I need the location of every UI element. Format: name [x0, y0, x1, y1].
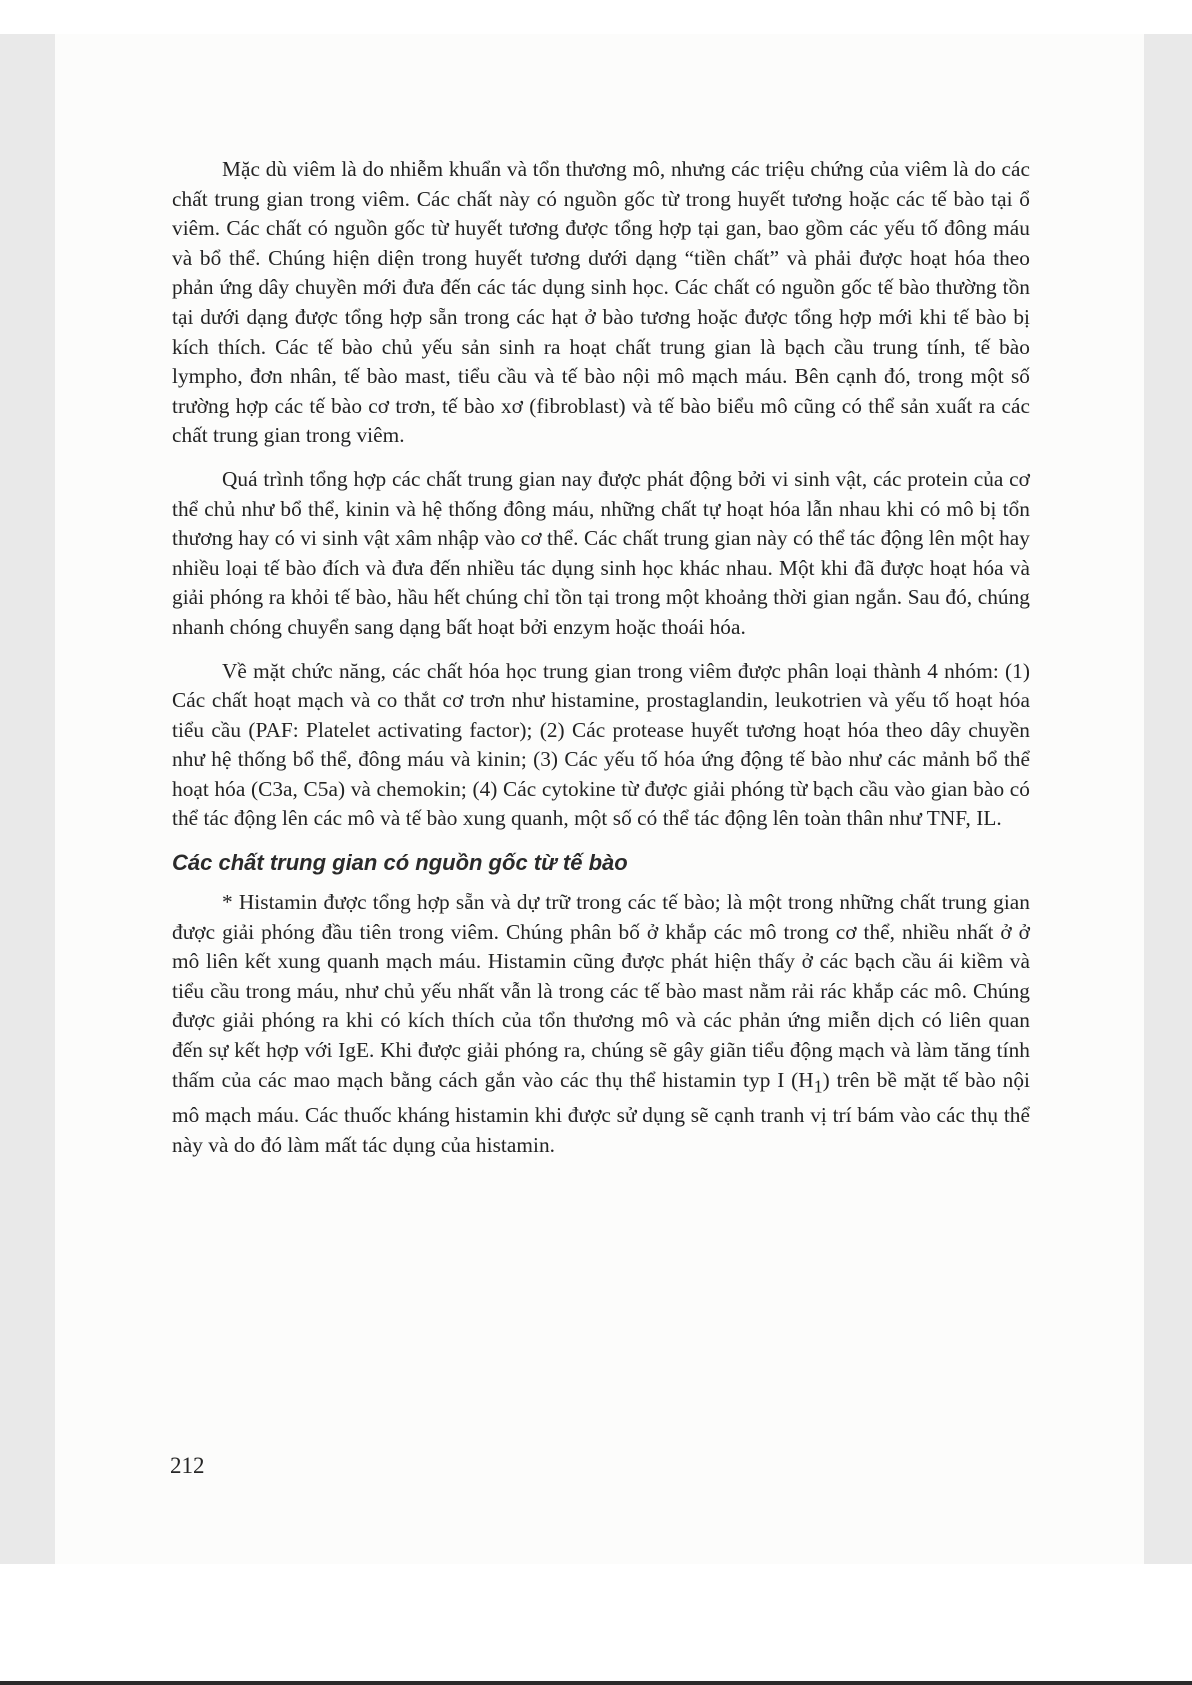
paragraph-mediator-synthesis: Quá trình tổng hợp các chất trung gian nay được phát động bởi vi sinh vật, các protein của cơ thể chủ như bổ thể, kinin và hệ thống đông máu, những chất tự hoạt hóa lẫn nhau khi có mô bị tổn thương hay có vi sinh vật xâm nhập vào cơ thể. Các chất trung gian này có thể tác động lên một hay nhiều loại tế bào đích và đưa đến nhiều tác dụng sinh học khác nhau. Một khi đã được hoạt hóa và giải phóng ra khỏi tế bào, hầu hết chúng chỉ tồn tại trong một khoảng thời gian ngắn. Sau đó, chúng nhanh chóng chuyển sang dạng bất hoạt bởi enzym hoặc thoái hóa.: [172, 466, 1030, 639]
paragraph-inflammation-mediators: Mặc dù viêm là do nhiễm khuẩn và tổn thương mô, nhưng các triệu chứng của viêm là do các chất trung gian trong viêm. Các chất này có nguồn gốc từ trong huyết tương hoặc các tế bào tại ổ viêm. Các chất có nguồn gốc từ huyết tương được tổng hợp tại gan, bao gồm các yếu tố đông máu và bổ thể. Chúng hiện diện trong huyết tương dưới dạng “tiền chất” và phải được hoạt hóa theo phản ứng dây chuyền mới đưa đến các tác dụng sinh học. Các chất có nguồn gốc tế bào thường tồn tại dưới dạng được tổng hợp sẵn trong các hạt ở bào tương hoặc được tổng hợp mới khi tế bào bị kích thích. Các tế bào chủ yếu sản sinh ra hoạt chất trung gian là bạch cầu trung tính, tế bào lympho, đơn nhân, tế bào mast, tiểu cầu và tế bào nội mô mạch máu. Bên cạnh đó, trong một số trường hợp các tế bào cơ trơn, tế bào xơ (fibroblast) và tế bào biểu mô cũng có thể sản xuất ra các chất trung gian trong viêm.: [172, 157, 1030, 448]
scan-margin-right: [1144, 34, 1192, 1564]
scan-margin-left: [0, 34, 55, 1564]
section-subheading: Các chất trung gian có nguồn gốc từ tế bào: [172, 850, 628, 876]
paragraph-functional-groups: Về mặt chức năng, các chất hóa học trung gian trong viêm được phân loại thành 4 nhóm: (1) Các chất hoạt mạch và co thắt cơ trơn như histamine, prostaglandin, leukotrien và yếu tố hoạt hóa tiểu cầu (PAF: Platelet activating factor); (2) Các protease huyết tương hoạt hóa theo dây chuyền như hệ thống bổ thể, đông máu và kinin; (3) Các yếu tố hóa ứng động tế bào như các mảnh bổ thể hoạt hóa (C3a, C5a) và chemokin; (4) Các cytokine từ được giải phóng từ bạch cầu vào gian bào có thể tác động lên các mô và tế bào xung quanh, một số có thể tác động lên toàn thân như TNF, IL.: [172, 658, 1030, 831]
paragraph-histamin: [172, 888, 1030, 1161]
histamin-receptor-subscript: 1: [813, 1075, 823, 1096]
histamin-text-part-1: * Histamin được tổng hợp sẵn và dự trữ trong các tế bào; là một trong những chất trung gian được giải phóng đầu tiên trong viêm. Chúng phân bố ở khắp các mô trong cơ thể, nhiều nhất ở ở mô liên kết xung quanh mạch máu. Histamin cũng được phát hiện thấy ở các bạch cầu ái kiềm và tiểu cầu trong máu, như chủ yếu nhất vẫn là trong các tế bào mast nằm rải rác khắp các mô. Chúng được giải phóng ra khi có kích thích của tổn thương mô và các phản ứng miễn dịch có liên quan đến sự kết hợp với IgE. Khi được giải phóng ra, chúng sẽ gây giãn tiểu động mạch và làm tăng tính thấm của các mao mạch bằng cách gắn vào các thụ thể histamin typ I (H: [172, 890, 1030, 1092]
page-number: 212: [170, 1453, 205, 1478]
histamin-text-part-2: ) trên bề mặt tế bào nội mô mạch máu. Các thuốc kháng histamin khi được sử dụng sẽ cạnh tranh vị trí bám vào các thụ thể này và do đó làm mất tác dụng của histamin.: [172, 1067, 1030, 1158]
scan-bottom-edge: [0, 1681, 1192, 1685]
page-text-body: [172, 155, 1030, 1175]
